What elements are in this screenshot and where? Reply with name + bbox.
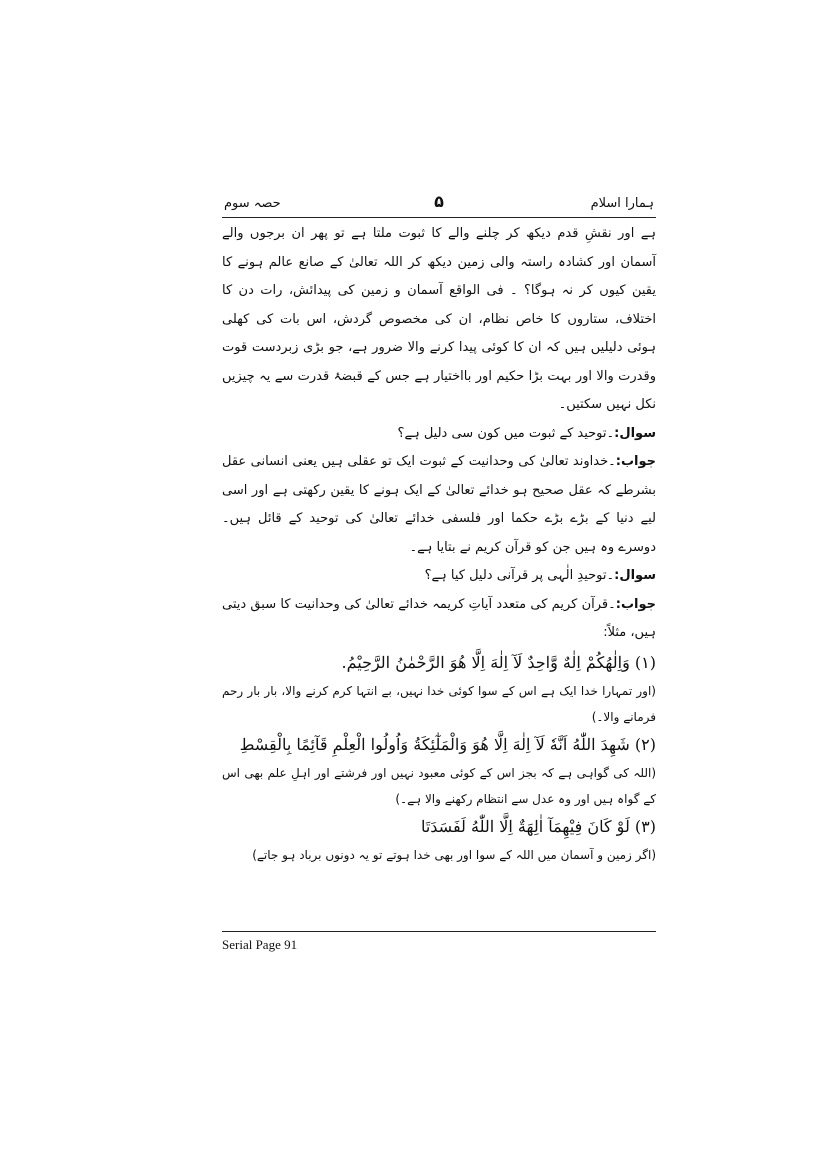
answer-1 (222, 448, 656, 562)
answer-label: جواب: (615, 454, 656, 469)
verse-2: (۲) شَهِدَ اللّٰهُ اَنَّهٗ لَآ اِلٰهَ اِلَّا هُوَ وَالْمَلٰٓئِكَةُ وَاُولُوا الْعِلْمِ قَآئِمًا بِالْقِسْطِ (239, 734, 656, 754)
footer-rule (222, 931, 656, 932)
book-page (222, 190, 656, 980)
book-title: ہمارا اسلام (590, 196, 654, 211)
intro-paragraph: ہے اور نقشِ قدم دیکھ کر چلنے والے کا ثبوت ملتا ہے تو پھر ان برجوں والے آسمان اور کشادہ راستہ والی زمین دیکھ کر اللہ تعالیٰ کے صانع عالم ہونے کا یقین کیوں کر نہ ہوگا؟ ۔ فی الواقع آسمان و زمین کی پیدائش، رات دن کا اختلاف، ستاروں کا خاص نظام، ان کی مخصوص گردش، اس بات کی کھلی ہوئی دلیلیں ہیں کہ ان کا کوئی پیدا کرنے والا ضرور ہے، جو بڑی زبردست قوت وقدرت والا اور بہت بڑا حکیم اور بااختیار ہے جس کے قبضۂ قدرت سے یہ چیزیں نکل نہیں سکتیں۔ (222, 226, 656, 412)
page-body (222, 220, 656, 868)
translation-1: (اور تمہارا خدا ایک ہے اس کے سوا کوئی خدا نہیں، بے انتہا کرم کرنے والا، بار بار رحم فرمانے والا۔) (222, 683, 656, 724)
serial-page: Serial Page 91 (222, 937, 298, 952)
page-number: ۵ (434, 192, 444, 211)
question-label: سوال: (614, 568, 656, 583)
translation-2: (اللہ کی گواہی ہے کہ بجز اس کے کوئی معبود نہیں اور فرشتے اور اہلِ علم بھی اس کے گواہ ہیں اور وہ عدل سے انتظام رکھنے والا ہے۔) (222, 765, 656, 806)
answer-text: ۔قرآن کریم کی متعدد آیاتِ کریمہ خدائے تعالیٰ کی وحدانیت کا سبق دیتی ہیں، مثلاً: (222, 596, 656, 640)
verse-3: (۳) لَوْ كَانَ فِيْهِمَآ اٰلِهَةٌ اِلَّا اللّٰهُ لَفَسَدَتَا (420, 816, 656, 836)
question-text: ۔توحید کے ثبوت میں کون سی دلیل ہے؟ (397, 425, 615, 441)
verse-1: (۱) وَاِلٰهُكُمْ اِلٰهٌ وَّاحِدٌ لَآ اِلٰهَ اِلَّا هُوَ الرَّحْمٰنُ الرَّحِيْمُ. (341, 652, 656, 672)
question-2 (222, 562, 656, 591)
question-label: سوال: (614, 425, 656, 441)
translation-3: (اگر زمین و آسمان میں اللہ کے سوا اور بھی خدا ہوتے تو یہ دونوں برباد ہو جاتے) (252, 847, 656, 862)
question-text: ۔توحیدِ الٰہی پر قرآنی دلیل کیا ہے؟ (424, 568, 615, 583)
header-rule (222, 217, 656, 218)
answer-text: ۔خداوند تعالیٰ کی وحدانیت کے ثبوت ایک تو عقلی ہیں یعنی انسانی عقل بشرطے کہ عقل صحیح ہو خدائے تعالیٰ کے ایک ہونے کا یقین رکھتی ہے اور اسی لیے دنیا کے بڑے بڑے حکما اور فلسفی خدائے تعالیٰ کی توحید کے قائل ہیں۔ دوسرے وہ ہیں جن کو قرآن کریم نے بتایا ہے۔ (222, 454, 656, 555)
answer-2 (222, 591, 656, 648)
part-label: حصہ سوم (224, 196, 281, 211)
answer-label: جواب: (615, 596, 656, 612)
page-header (222, 190, 656, 216)
question-1 (222, 420, 656, 449)
